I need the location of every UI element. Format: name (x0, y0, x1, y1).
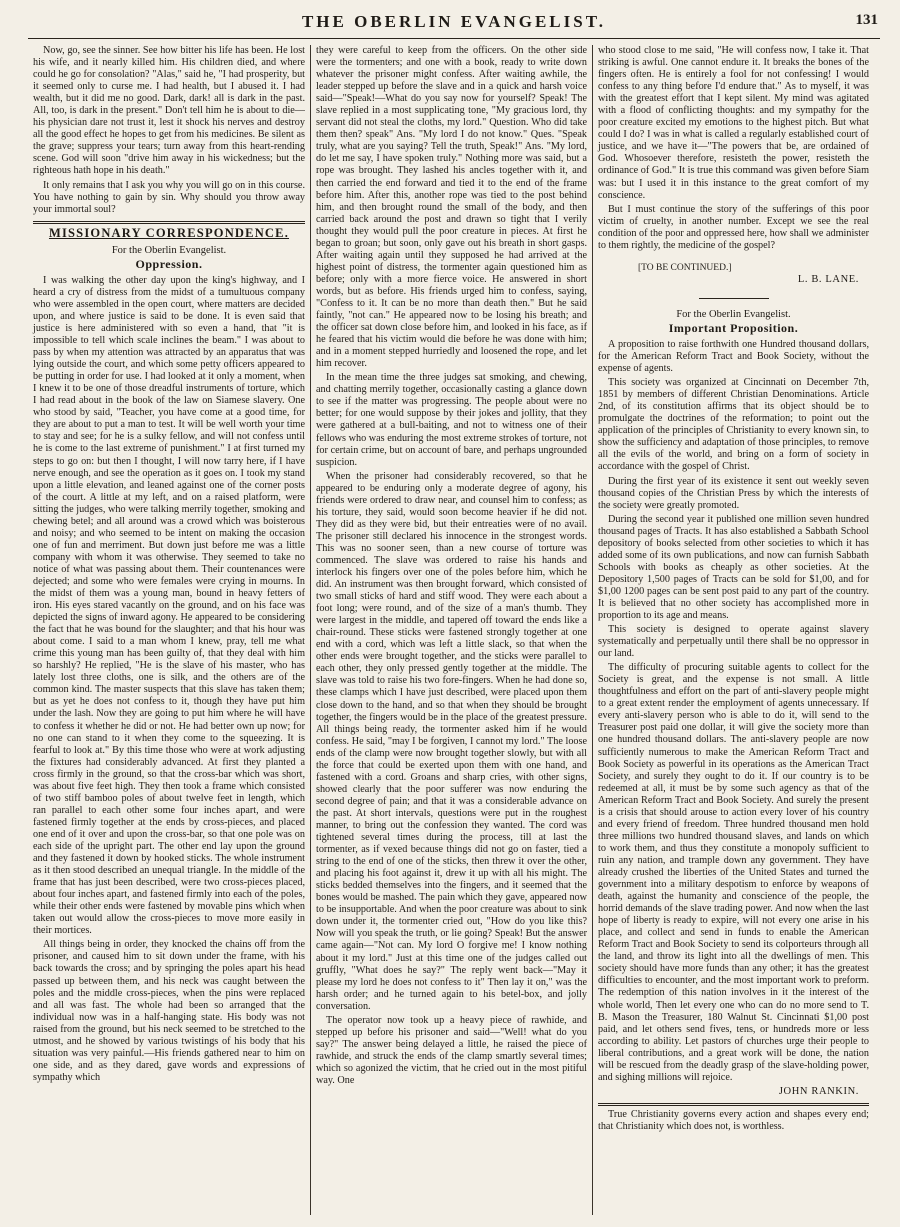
article-title: Important Proposition. (668, 320, 799, 335)
paragraph: Now, go, see the sinner. See how bitter his life has been. He lost his wife, and it nearly killed him. His children died, and where could he go for consolation? "Alas," said he, "I had prosperity, but it seemed only to curse me. I had health, but I abused it. I had wealth, but it did me no good. Dark, dark! all is dark in the past. All, too, is dark in the present." Don't tell him he is about to die—his physician dare not trust it, lest it shock his nerves and destroy all the good effect he hopes to get from his medicines. Be silent as the grave; suppress your tears; turn away from this heart-rending scene. God will soon "drive him away in his wickedness; but the righteous hath hope in his death." (33, 45, 305, 177)
page-number: 131 (855, 12, 878, 28)
column-1 (28, 45, 310, 1215)
section-rule (598, 1103, 869, 1106)
column-3 (592, 45, 874, 1215)
paragraph: It only remains that I ask you why you will go on in this course. You have nothing to gain by sin. Why should you throw away your immortal soul? (33, 179, 305, 215)
continued-note: [TO BE CONTINUED.] (638, 262, 732, 273)
columns (28, 45, 880, 1215)
column-2 (310, 45, 592, 1215)
paragraph: I was walking the other day upon the king's highway, and I heard a cry of distress from the midst of a tumultuous company who were assembled in the open court, where matters are decided upon, and where justice is said to be done. It is even said that justice is here administered with so even a hand, that "it is impossible to tell which scale inclines the beam." I was about to pass by when my attention was attracted by an apparatus that was lying outside the court, and which some petty officers appeared to be putting in order for use. I had looked at it only a moment, when I knew it to be one of those dreadful instruments of torture, which I had read about in the book of the law on Siamese slavery. One who stood by said, "Teacher, you have come at a good time, for they are about to put a man to test. It will be well worth your time to stay and see; for he is a sulky fellow, and will not confess until he is come to the last extreme of punishment." I at first turned my steps to go on: but then I thought, I will now tarry here, if I have nerve enough, and see the operation as it goes on. I took my stand upon a little elevation, and leaned against one of the corner posts of the court. A little at my left, and on a raised platform, were sitting the judges, who were talking merrily together, smoking and chewing betel; and all around was a crowd which was boisterous and noisy; and who seemed to be intent on making the occasion one of fun and merriment. But down just before me was a little company with whom it was otherwise. They seemed to take no notice of what was passing about them. Their countenances were dejected; and some who were females were crying in mourns. In the midst of them was a young man, bound in heavy fetters of iron. His eyes stared vacantly on the ground, and on his face was depicted the signs of inward agony. He appeared to be considering the fact that he was bound for the slaughter; and that his hour was about come. I said to a man whom I knew, pray, tell me what crime this young man has been guilty of, that they deal with him so harshly? He replied, "He is the slave of his master, who has lately lost three cloths, one is silk, and the others are of the common kind. The master suspects that this slave has taken them; but as yet he does not confess to it, though they have put him under the lash. Now they are going to put him where he will have to confess it whether he did or not. He had better own up now; for no one can stand to it when they come to the squeezing. It is fearful to look at." By this time those who were at work adjusting the fixtures had considerably advanced. At first they planted a cross firmly in the ground, so that the cross-bar which was short, was about five feet high. They then took a frame which consisted of two stiff bamboo poles of about twelve feet in length, which ran parallel to each other some four inches apart, and were fastened firmly together at the ends by cross-pieces, and placed one end of it over and upon the cross-bar, so that one pole was on each side of the upright part. The other end lay upon the ground and they fastened it down by hooked sticks. The whole instrument as it then stood described an unequal triangle. In the middle of the frame that has just been described, were two cross-pieces placed, about four inches apart, and fastened firmly into each of the poles, while their other ends were fastened by movable pins which when taken out would allow the cross-pieces to move more easily in their mortices. (33, 274, 305, 937)
paragraph: But I must continue the story of the sufferings of this poor victim of cruelty, in another number. Except we see the real condition of the poor and oppressed here, how shall we administer to them rightly, the medicine of the gospel? (598, 203, 869, 251)
article-title: Oppression. (135, 256, 203, 271)
paragraph: During the first year of its existence it sent out weekly seven thousand copies of the Christian Press by which the interests of the society were greatly promoted. (598, 475, 869, 511)
paragraph: All things being in order, they knocked the chains off from the prisoner, and caused him to sit down under the frame, with his back towards the cross; and by springing the poles apart his head passed up between them, and his neck was caught between the poles and the middle cross-pieces, when the pins were replaced and all was fast. The whole had been so arranged that the individual now was in a half-hanging state. His body was not raised from the ground, but his neck seemed to be stretched to the utmost, and he showed by various twistings of his body that his situation was very painful.—His friends gathered near to him on one side, and as they dared, gave words and expressions of sympathy which (33, 939, 305, 1083)
paragraph: The operator now took up a heavy piece of rawhide, and stepped up before his prisoner and said—"Well! what do you say?" The answer being delayed a little, he raised the piece of rawhide, and struck the ends of the clamp smartly several times; which so agonized the victim, that he cried out in the most pitiful way. One (316, 1014, 587, 1086)
paragraph: A proposition to raise forthwith one Hundred thousand dollars, for the American Reform Tract and Book Society, without the expense of agents. (598, 338, 869, 375)
paragraph: In the mean time the three judges sat smoking, and chewing, and chatting merrily together, occasionally casting a glance down to see if the matter was progressing. The people about were no better; for one would suppose by their jokes and jollity, that they were gathered at a bull-baiting, and not to witness one of their fellows who was enduring the most extreme strokes of torture, not for certain crime, but on account of bare, and perhaps ungrounded suspicion. (316, 372, 587, 468)
paragraph: who stood close to me said, "He will confess now, I take it. That striking is awful. One cannot endure it. It breaks the bones of the fingers often. He is entirely a fool for not confessing! I would confess to any thing before I'd endure that." As to myself, it was with the greatest effort that I kept silent. My mind was agitated with a flood of conflicting thoughts: and my sympathy for the poor creature excited my emotions to the highest pitch. But what could I do? I was in what is called a regularly established court of justice, and we have it—"The powers that be, are ordained of God. Whosoever therefore, resisteth the power, resisteth the ordinance of God." It is true this command was given before Siam was: but I used it in this instance to the great comfort of my conscience. (598, 45, 869, 201)
section-heading: MISSIONARY CORRESPONDENCE. (48, 225, 290, 240)
closing-maxim: True Christianity governs every action and shapes every end; that Christianity which does not, is worthless. (598, 1108, 869, 1132)
page-header (28, 8, 880, 39)
running-title: THE OBERLIN EVANGELIST. (301, 12, 607, 31)
section-rule (33, 221, 305, 224)
paragraph: they were careful to keep from the officers. On the other side were the tormenters; and one with a book, ready to write down whatever the prisoner might confess. After waiting awhile, the leader stepped up before the slave and in a quick and harsh voice said—"Speak!—What do you say now for yourself? Speak! The slave replied in a most supplicating tone, "My gracious lord, thy servant did not steal the cloths, my lord." Question. Who did take them then? speak" Ans. "My lord I do not know." Ques. "Speak truly, what are you saying? Tell the truth, Speak!" Ans. "My lord, do let me say, I have spoken truly." Nothing more was said, but a rope was brought. They lashed his ancles together with it, and then carried the end forward and tied it to the end of the frame before him. After this, another rope was tied to the post behind him, and then brought round the small of the body, and then carried back around the post and drawn so tight that I verily thought they would pull the poor creature in pieces. At first he began to groan; but soon, only gave out his breath in short gasps. After waiting again until they supposed he had arrived at the highest point of distress, the tormenter again questioned him as before; only with a more fierce voice. He answered in short words, but as before. His friends urged him to confess, saying, "Confess to it. It can be no more than death then." But he said faintly, "not can." He appeared now to be losing his breath; and the officer sat down close before him, and looked in his face, as if he feared that his victim would die before he was done with him; and in a moment stepped hurriedly and loosened the rope, and let him recover. (316, 45, 587, 370)
for-line: For the Oberlin Evangelist. (111, 244, 227, 256)
paragraph: This society is designed to operate against slavery systematically and perpetually until there shall be no oppressor in our land. (598, 624, 869, 660)
divider (699, 298, 769, 299)
paragraph: During the second year it published one million seven hundred thousand pages of Tracts. It has also established a Sabbath School depository of books selected from other societies to which it has added some of its own publications, and now can furnish Sabbath Schools with books as cheaply as other societies. At the Depository 1,500 pages of Tracts can be sold for $1,00, and for $1,00 1200 pages can be sent post paid to any part of the country. It is believed that no other society has accomplished more in proportion to its age and means. (598, 513, 869, 622)
paragraph: The difficulty of procuring suitable agents to collect for the Society is great, and the expense is not small. A little thoughtfulness and effort on the part of anti-slavery people might to a great extent render the employment of agents unnecessary. If every anti-slavery person who is able to do it, will send to the Treasurer post paid one dollar, it will give the society more than one hundred thousand dollars. The anti-slavery people are now sufficiently numerous to make the American Reform Tract and Book Society as powerful in its operations as the American Tract Society, and surely they ought to do it. If our country is to be redeemed at all, it must be by some such agency as that of the American Reform Tract and Book Society. And surely the present is a crisis that should arouse to action every lover of his country and every friend of freedom. Three hundred thousand men hold three millions two hundred thousand slaves, and lands on which to work them, and thus they constitute a monopoly sufficient to ruin any nation, and trample down any government. They have already crushed the liberties of the United States and turned the government into a military despotism to enforce by weapons of death, against the humanity and conscience of the people, the horrid demands of the slave trading power. And now when the last hope of liberty is ready to expire, will not every one arise in his place, and collect and send in funds to enable the American Reform Tract and Book Society to send its colporteurs through all the land, and throw its light into all the dwellings of men. This society should have more funds than any other; it has the greatest difficulties to encounter, and the most important work to preform. The redemption of this nation involves in it the interest of the whole world, Then let every one who can do no more send to T. B. Mason the Treasurer, 180 Walnut St. Cincinnati $1,00 post paid, and let others send fives, tens, or hundreds more or less according to ability. Let pastors of churches urge their people to liberal contributions, and a great work will be done, the nation will be rescued from the deadly grasp of the slave-holding power, and sighing millions will rejoice. (598, 662, 869, 1083)
paragraph: When the prisoner had considerably recovered, so that he appeared to be enduring only a moderate degree of agony, his friends were ordered to draw near, and counsel him to confess; as his torture, they said, would soon become heavier if he did not. They did as they were bid, but their entreaties were of no avail. The prisoner still declared his innocence in the strongest words. This was no sooner seen, than a new course of torture was commenced. The slave was ordered to raise his hands and interlock his fingers over one of the poles before him, which he did. An instrument was then brought forward, which consisted of two small sticks of hard and stiff wood. They were each about a foot long; were round, and of the size of a man's thumb. They were largest in the middle, and tapered off toward the ends like a chair-round. These sticks were fastened strongly together at one end with a cord, which was left a little slack, so that when the other ends were brought together, and the sticks were parallel to each other, they only pressed gently together at the middle. The slave was told to raise his two fore-fingers. When he had done so, these clamps which I have just described, were placed upon them close down to the hand, and so that when they should be brought together, the fingers would be in the place of the greatest pressure. All things being ready, the tormenter asked him if he would confess. He said, "may I be forgiven, I cannot my lord." The loose ends of the clamp were now brought together slowly, but with all the force that could be exerted upon them with one hand, and fastened with a cord. Groans and sharp cries, with other signs, showed clearly that the poor sufferer was now enduring the second degree of pain; and that it was a considerable advance on the past. At short intervals, questions were put in the roughest manner, to bring out the confession they wanted. The cord was tightened several times during the process, till at last the tormenter, as if vexed because things did not go on faster, tied a string to the end of one of the sticks, then threw it over the other, and placing his foot against it, drew it up with all his might. The sticks bedded themselves into the fingers, and it seemed that the bones would be mashed. The pain which they gave, appeared now to be insupportable. And when the poor creature was about to sink down under it, the tormenter cried out, "How do you like this? Now will you speak the truth, or lie going? Speak! But the answer came again—"Not can. My lord O forgive me! I know nothing about it my lord." Just at this time one of the judges called out gruffly, "What does he say?" The reply went back—"May it please my lord he does not confess to it" Then lay it on," was the harsh order; and he turned again to his betel-box, and jolly conversation. (316, 470, 587, 1012)
for-line: For the Oberlin Evangelist. (676, 308, 791, 320)
signature-rankin: JOHN RANKIN. (778, 1085, 859, 1097)
paragraph: This society was organized at Cincinnati on December 7th, 1851 by members of different Christian Denominations. Article 2nd, of its constitution affirms that its object should be to promulgate the doctrines of the reformation; to point out the application of the principles of Christianity to every known sin, to show the sufficiency and adaptation of those principles, to remove all the evils of the world, and bring on a form of society in accordance with the gospel of Christ. (598, 377, 869, 473)
signature-lane: L. B. LANE. (797, 273, 859, 285)
